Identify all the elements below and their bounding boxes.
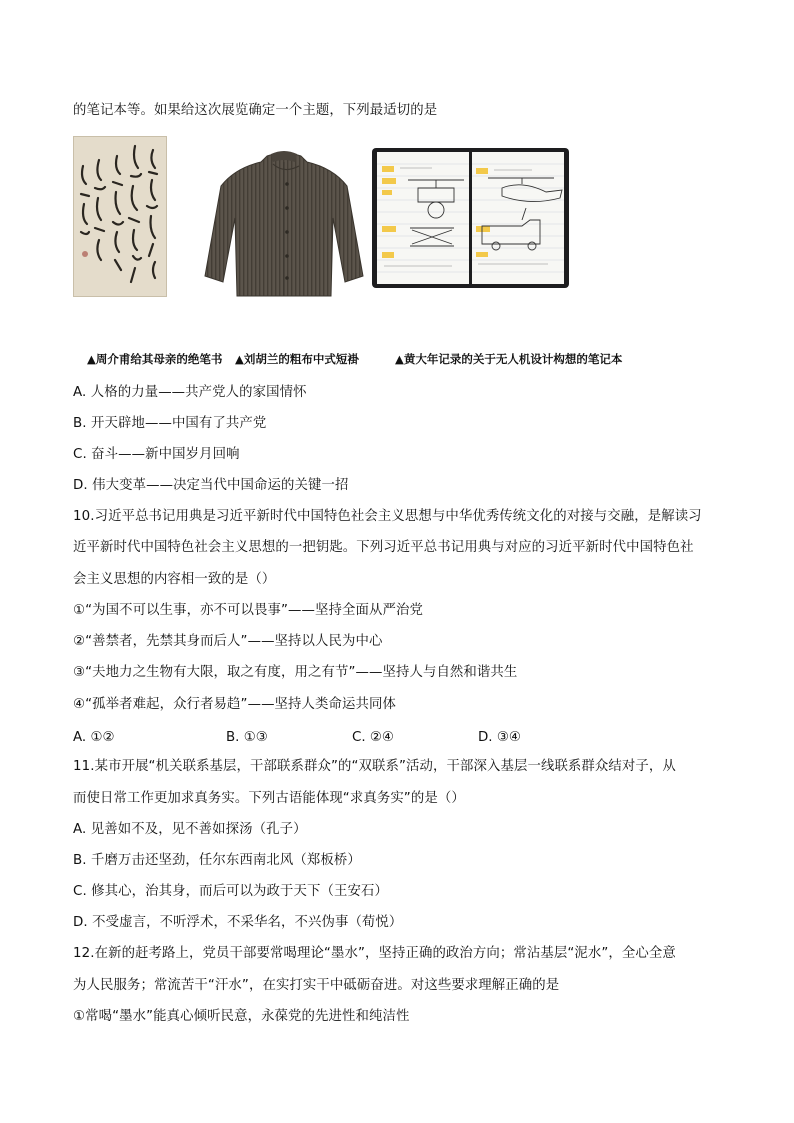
q9-option-d: D. 伟大变革——决定当代中国命运的关键一招: [73, 478, 349, 493]
q11-option-d: D. 不受虚言，不听浮术，不采华名，不兴伪事（荀悦）: [73, 915, 403, 930]
q11-stem-line-1: 11.某市开展“机关联系基层，干部联系群众”的“双联系”活动，干部深入基层一线联系群众结对子，从: [73, 759, 676, 774]
notebook-image: [372, 148, 569, 288]
q10-item-4: ④“孤举者难起，众行者易趋”——坚持人类命运共同体: [73, 697, 396, 712]
q9-option-b: B. 开天辟地——中国有了共产党: [73, 416, 267, 431]
q10-option-a: A. ①②: [73, 730, 115, 745]
jacket-image: [203, 148, 365, 300]
letter-image: [73, 136, 167, 297]
q9-option-c: C. 奋斗——新中国岁月回响: [73, 447, 240, 462]
q10-item-3: ③“夫地力之生物有大限，取之有度，用之有节”——坚持人与自然和谐共生: [73, 665, 518, 680]
jacket-caption: ▲刘胡兰的粗布中式短褂: [235, 352, 359, 366]
q10-option-d: D. ③④: [478, 730, 521, 745]
q10-stem-line-2: 近平新时代中国特色社会主义思想的一把钥匙。下列习近平总书记用典与对应的习近平新时代中国特色社: [73, 540, 694, 555]
q12-item-1: ①常喝“墨水”能真心倾听民意，永葆党的先进性和纯洁性: [73, 1009, 410, 1024]
q11-stem-line-2: 而使日常工作更加求真务实。下列古语能体现“求真务实”的是（）: [73, 791, 465, 806]
q12-stem-line-2: 为人民服务；常流苦干“汗水”，在实打实干中砥砺奋进。对这些要求理解正确的是: [73, 978, 560, 993]
q10-item-1: ①“为国不可以生事，亦不可以畏事”——坚持全面从严治党: [73, 603, 423, 618]
q10-stem-line-1: 10.习近平总书记用典是习近平新时代中国特色社会主义思想与中华优秀传统文化的对接与交融，是解读习: [73, 509, 702, 524]
notebook-caption: ▲黄大年记录的关于无人机设计构想的笔记本: [395, 352, 623, 366]
q12-stem-line-1: 12.在新的赶考路上，党员干部要常喝理论“墨水”，坚持正确的政治方向；常沾基层“泥水”，全心全意: [73, 946, 676, 961]
q10-item-2: ②“善禁者，先禁其身而后人”——坚持以人民为中心: [73, 634, 383, 649]
q10-stem-line-3: 会主义思想的内容相一致的是（）: [73, 572, 276, 587]
q11-option-a: A. 见善如不及，见不善如探汤（孔子）: [73, 822, 307, 837]
letter-caption: ▲周介甫给其母亲的绝笔书: [87, 352, 223, 366]
q10-option-c: C. ②④: [352, 730, 394, 745]
q11-option-b: B. 千磨万击还坚劲，任尔东西南北风（郑板桥）: [73, 853, 361, 868]
q9-option-a: A. 人格的力量——共产党人的家国情怀: [73, 385, 307, 400]
question-9-stem-continued: 的笔记本等。如果给这次展览确定一个主题，下列最适切的是: [73, 103, 438, 118]
q11-option-c: C. 修其心，治其身，而后可以为政于天下（王安石）: [73, 884, 388, 899]
q10-option-b: B. ①③: [226, 730, 268, 745]
